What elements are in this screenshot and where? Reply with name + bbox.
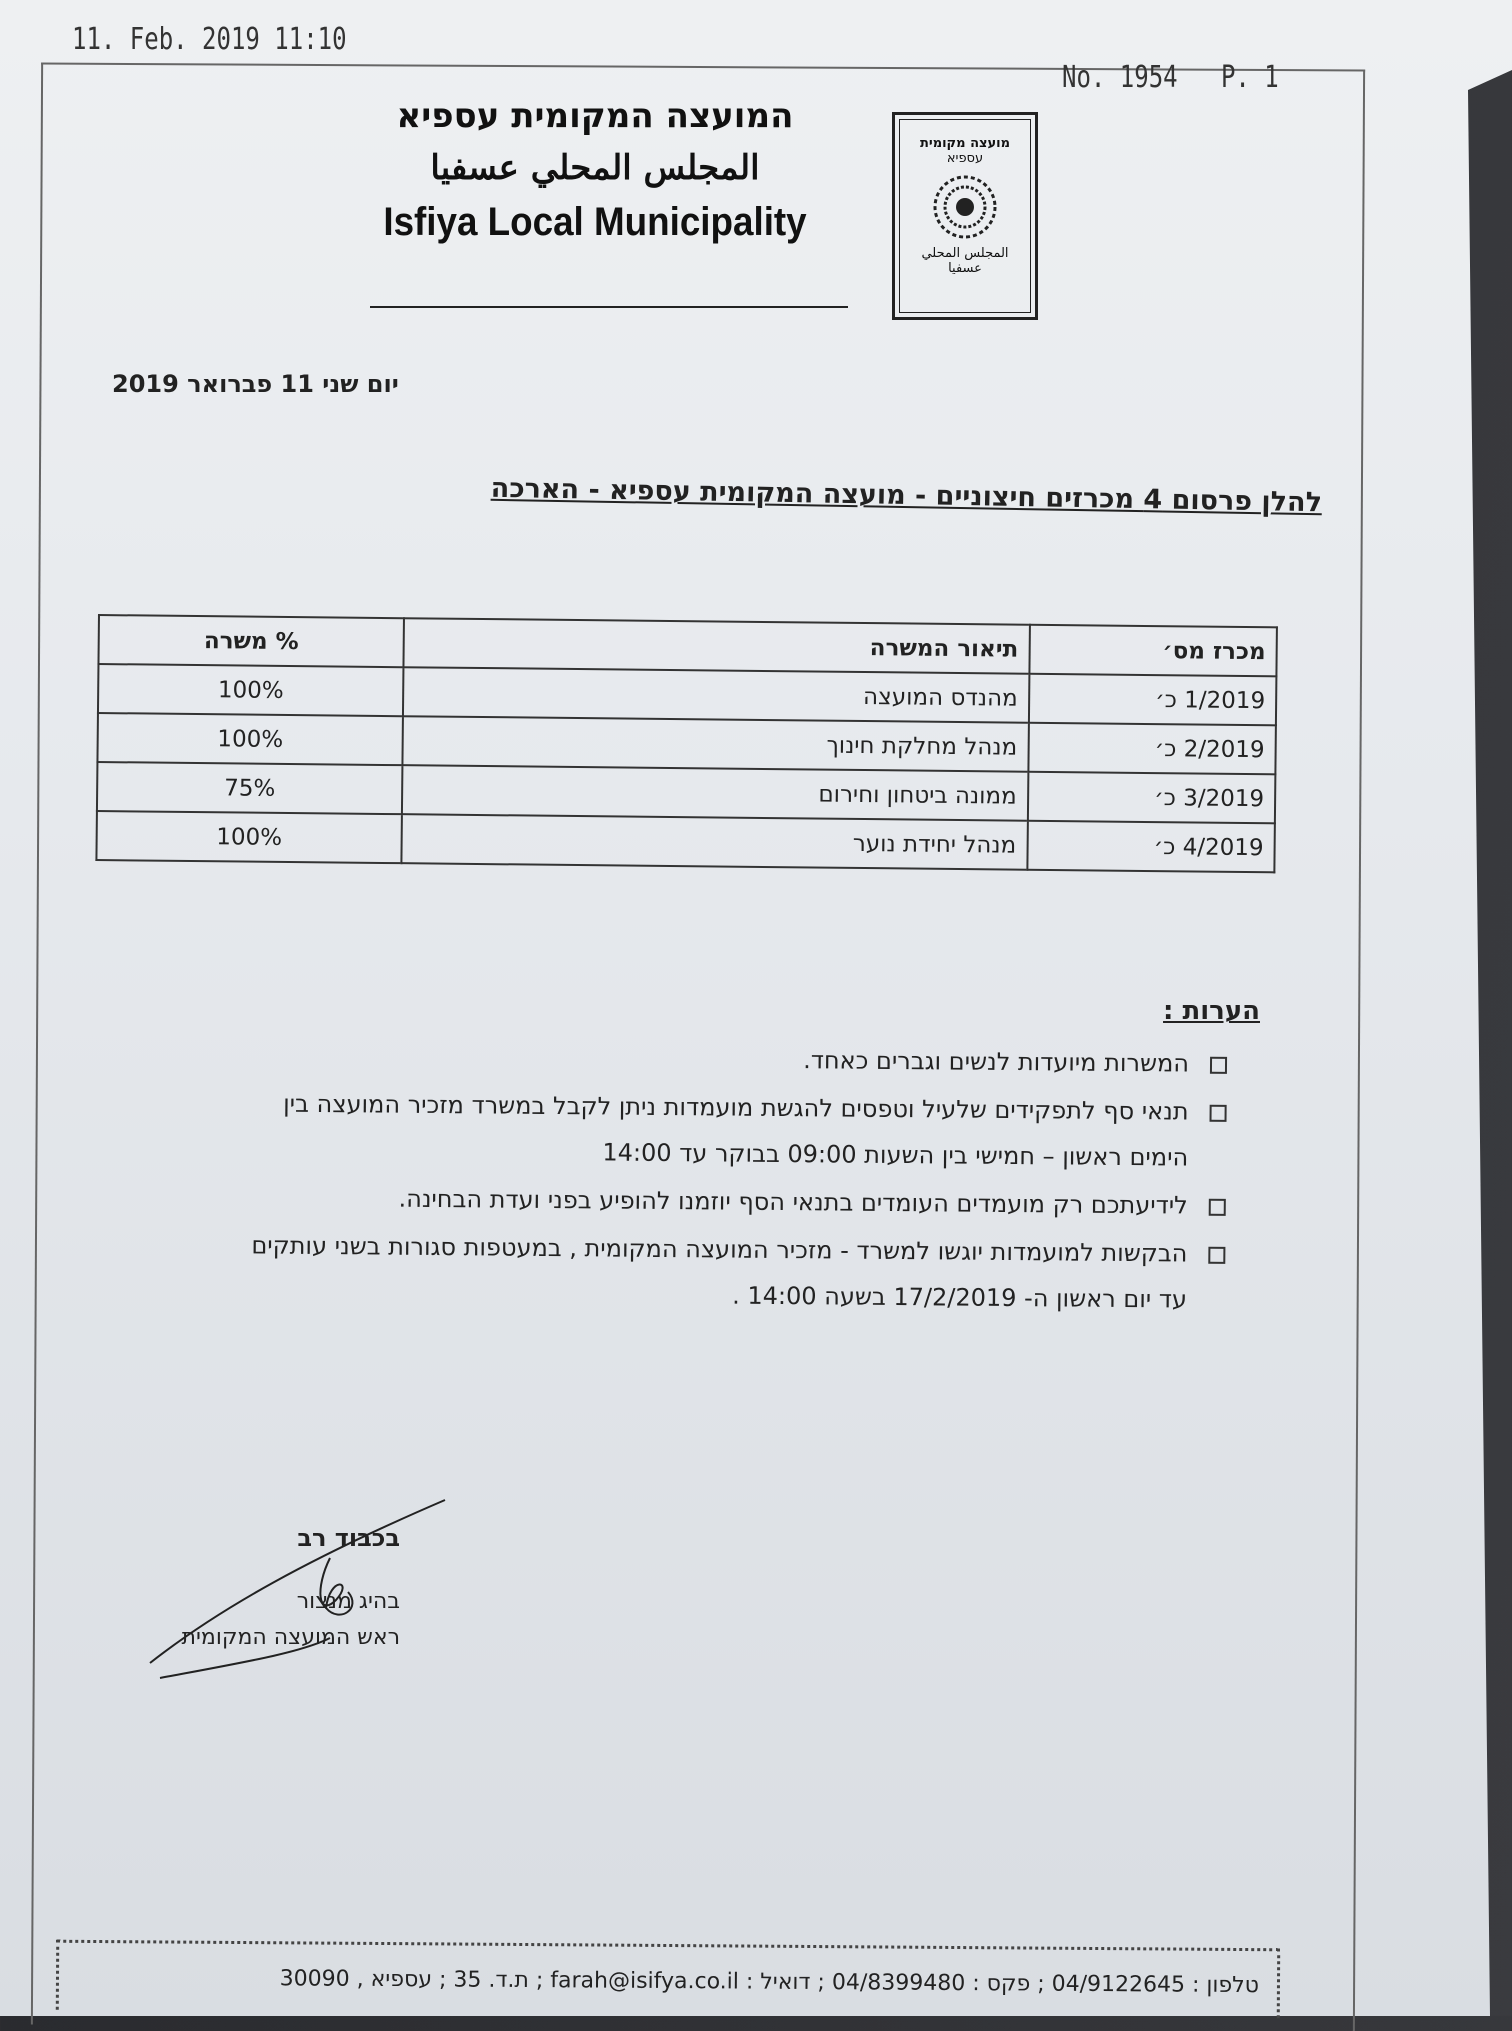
letterhead-rule <box>370 306 848 308</box>
notes-title: הערות : <box>1163 996 1260 1026</box>
emblem-icon <box>930 172 1000 242</box>
municipality-seal <box>892 112 1038 320</box>
seal-text-3: المجلس المحلي <box>921 246 1009 261</box>
list-item <box>103 1221 1230 1323</box>
signature-closing: בכבוד רב <box>297 1524 400 1552</box>
seal-text-2: עספיא <box>946 151 984 166</box>
job-percent: 100% <box>97 713 403 765</box>
list-item <box>104 1079 1231 1181</box>
tender-number: 4/2019 כ׳ <box>1027 821 1275 873</box>
header-job-description: תיאור המשרה <box>404 618 1030 674</box>
note-line-2: עד יום ראשון ה- 17/2/2019 בשעה 14:00 . <box>732 1281 1188 1314</box>
job-percent: 100% <box>98 664 404 716</box>
note-line: תנאי סף לתפקידים שלעיל וטפסים להגשת מועמדות ניתן לקבל במשרד מזכיר המועצה בין <box>283 1089 1189 1126</box>
job-description: מנהל יחידת נוער <box>402 814 1028 870</box>
tender-number: 3/2019 כ׳ <box>1027 772 1275 824</box>
tender-number: 1/2019 כ׳ <box>1028 674 1276 726</box>
note-line: לידיעתכם רק מועמדים העומדים בתנאי הסף יוזמנו להופיע בפני ועדת הבחינה. <box>398 1184 1188 1220</box>
fax-page: P. 1 <box>1220 60 1279 95</box>
letterhead-hebrew: המועצה המקומית עספיא <box>396 96 794 136</box>
note-line: המשרות מיועדות לנשים וגברים כאחד. <box>803 1046 1190 1078</box>
note-line-2: הימים ראשון – חמישי בין השעות 09:00 בבוקר עד 14:00 <box>602 1138 1189 1172</box>
notes-list <box>103 1031 1231 1325</box>
signatory-title: ראש המועצה המקומית <box>181 1625 400 1650</box>
tenders-table <box>95 614 1278 873</box>
job-description: מהנדס המועצה <box>403 667 1029 723</box>
header-job-percent: % משרה <box>98 615 404 667</box>
tender-number: 2/2019 כ׳ <box>1028 723 1276 775</box>
fax-number: No. 1954 <box>1062 60 1178 95</box>
seal-frame <box>899 119 1031 313</box>
list-item <box>104 1173 1230 1229</box>
letterhead <box>360 96 830 245</box>
job-percent: 75% <box>97 762 403 814</box>
seal-text-1: מועצה מקומית <box>919 136 1011 151</box>
fax-page-number <box>1062 60 1279 95</box>
signatory-name: בהיג מנצור <box>296 1589 400 1614</box>
letter-date: יום שני 11 פברואר 2019 <box>112 370 399 398</box>
job-description: ממונה ביטחון וחירום <box>402 765 1028 821</box>
letterhead-arabic: المجلس المحلي عسفيا <box>430 148 760 188</box>
note-line: הבקשות למועמדות יוגשו למשרד - מזכיר המועצה המקומית , במעטפות סגורות בשני עותקים <box>251 1231 1188 1268</box>
fax-timestamp: 11. Feb. 2019 11:10 <box>72 22 347 57</box>
contact-footer: טלפון : 04/9122645 ; פקס : 04/8399480 ; דואיל : farah@isifya.co.il ; ת.ד. 35 ; עספיא , 30090 <box>56 1940 1280 2019</box>
job-description: מנהל מחלקת חינוך <box>403 716 1029 772</box>
header-tender-number: מכרז מס׳ <box>1029 625 1277 677</box>
letterhead-english: Isfiya Local Municipality <box>383 200 807 244</box>
job-percent: 100% <box>96 811 402 863</box>
letter-subject: להלן פרסום 4 מכרזים חיצוניים - מועצה המקומית עספיא - הארכה <box>490 472 1323 519</box>
seal-text-4: عسفيا <box>948 261 982 276</box>
signature-block <box>120 1520 400 1656</box>
list-item <box>105 1031 1231 1087</box>
